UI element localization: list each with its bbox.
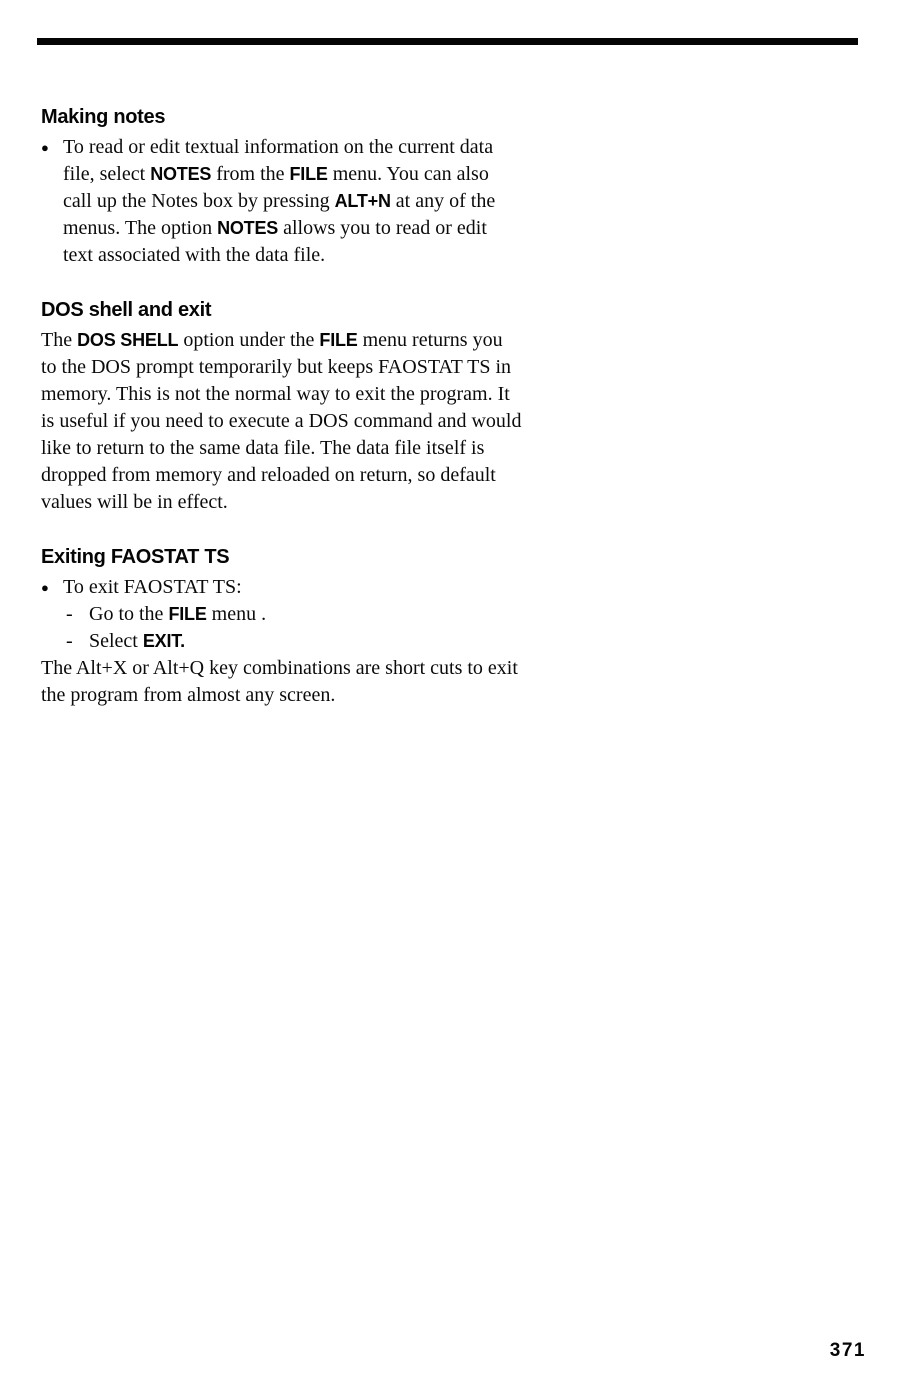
top-rule: [37, 38, 858, 45]
dash-icon: -: [66, 630, 73, 652]
dash-text: Go to the FILE menu .: [89, 603, 267, 625]
section-heading: DOS shell and exit: [41, 299, 212, 321]
dash-icon: -: [66, 603, 73, 625]
bullet-text: To read or edit textual information on the current data file, select NOTES from the FILE menu. You can also call up the Notes box by pressing ALT+N at any of the menus. The option NOTES allows you to read or edit text associated with the data file.: [63, 136, 496, 266]
page-content: [41, 104, 601, 709]
dash-text: Select EXIT.: [89, 630, 185, 652]
paragraph: The DOS SHELL option under the FILE menu returns you to the DOS prompt temporarily but keeps FAOSTAT TS in memory. This is not the normal way to exit the program. It is useful if you need to execute a DOS command and would like to return to the same data file. The data file itself is dropped from memory and reloaded on return, so default values will be in effect.: [41, 329, 522, 513]
section-making-notes: [41, 104, 601, 269]
bullet-text: To exit FAOSTAT TS:: [63, 576, 242, 598]
dash-item: [66, 601, 601, 628]
paragraph: The Alt+X or Alt+Q key combinations are short cuts to exit the program from almost any screen.: [41, 657, 518, 706]
section-heading: Exiting FAOSTAT TS: [41, 546, 230, 568]
bullet-icon: ●: [41, 580, 49, 595]
section-heading: Making notes: [41, 106, 166, 128]
bullet-icon: ●: [41, 140, 49, 155]
bullet-item: [41, 574, 601, 601]
bullet-item: [41, 134, 601, 269]
section-dos-shell-and-exit: [41, 297, 601, 516]
dash-item: [66, 628, 601, 655]
section-exiting-faostat-ts: [41, 544, 601, 709]
page-number: 371: [829, 1340, 866, 1361]
